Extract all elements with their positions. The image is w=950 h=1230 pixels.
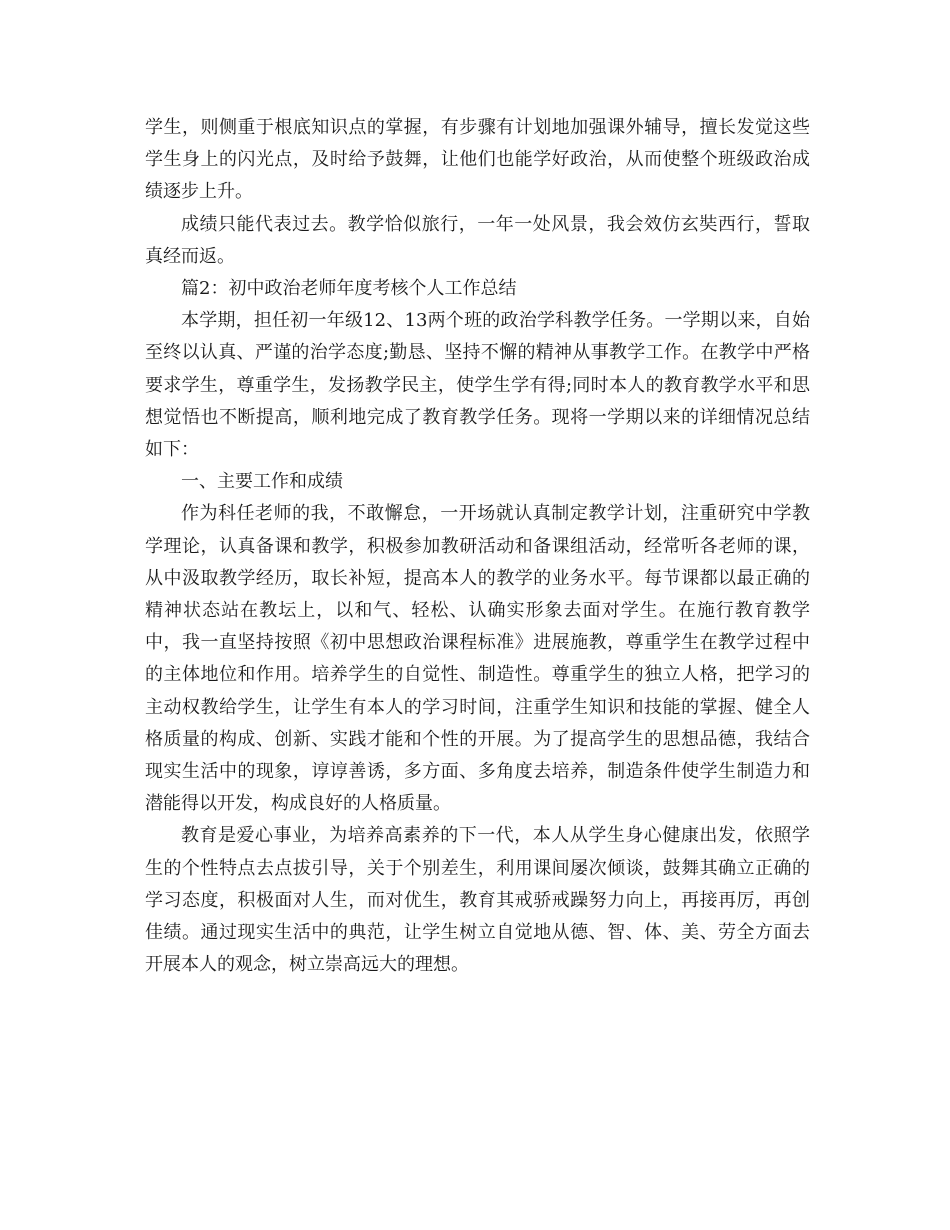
paragraph-1: 学生，则侧重于根底知识点的掌握，有步骤有计划地加强课外辅导，擅长发觉这些学生身上的闪光点，及时给予鼓舞，让他们也能学好政治，从而使整个班级政治成绩逐步上升。	[145, 117, 810, 203]
section-heading-2: 篇2：初中政治老师年度考核个人工作总结	[181, 278, 517, 300]
paragraph-5: 教育是爱心事业，为培养高素养的下一代，本人从学生身心健康出发，依照学生的个性特点去点拔引导，关于个别差生，利用课间屡次倾谈，鼓舞其确立正确的学习态度，积极面对人生，而对优生，教育其戒骄戒躁努力向上，再接再厉，再创佳绩。通过现实生活中的典范，让学生树立自觉地从德、智、体、美、劳全方面去开展本人的观念，树立崇高远大的理想。	[145, 825, 810, 976]
document-body	[145, 112, 810, 981]
paragraph-3: 本学期，担任初一年级12、13两个班的政治学科教学任务。一学期以来，自始至终以认真、严谨的治学态度;勤恳、坚持不懈的精神从事教学工作。在教学中严格要求学生，尊重学生，发扬教学民主，使学生学有得;同时本人的教育教学水平和思想觉悟也不断提高，顺利地完成了教育教学任务。现将一学期以来的详细情况总结如下：	[145, 310, 810, 461]
paragraph-4: 作为科任老师的我，不敢懈怠，一开场就认真制定教学计划，注重研究中学教学理论，认真备课和教学，积极参加教研活动和备课组活动，经常听各老师的课，从中汲取教学经历，取长补短，提高本人的教学的业务水平。每节课都以最正确的精神状态站在教坛上，以和气、轻松、认确实形象去面对学生。在施行教育教学中，我一直坚持按照《初中思想政治课程标准》进展施教，尊重学生在教学过程中的主体地位和作用。培养学生的自觉性、制造性。尊重学生的独立人格，把学习的主动权教给学生，让学生有本人的学习时间，注重学生知识和技能的掌握、健全人格质量的构成、创新、实践才能和个性的开展。为了提高学生的思想品德，我结合现实生活中的现象，谆谆善诱，多方面、多角度去培养，制造条件使学生制造力和潜能得以开发，构成良好的人格质量。	[145, 503, 810, 815]
subheading-main-work: 一、主要工作和成绩	[181, 471, 343, 493]
paragraph-2: 成绩只能代表过去。教学恰似旅行，一年一处风景，我会效仿玄奘西行，誓取真经而返。	[145, 213, 810, 267]
